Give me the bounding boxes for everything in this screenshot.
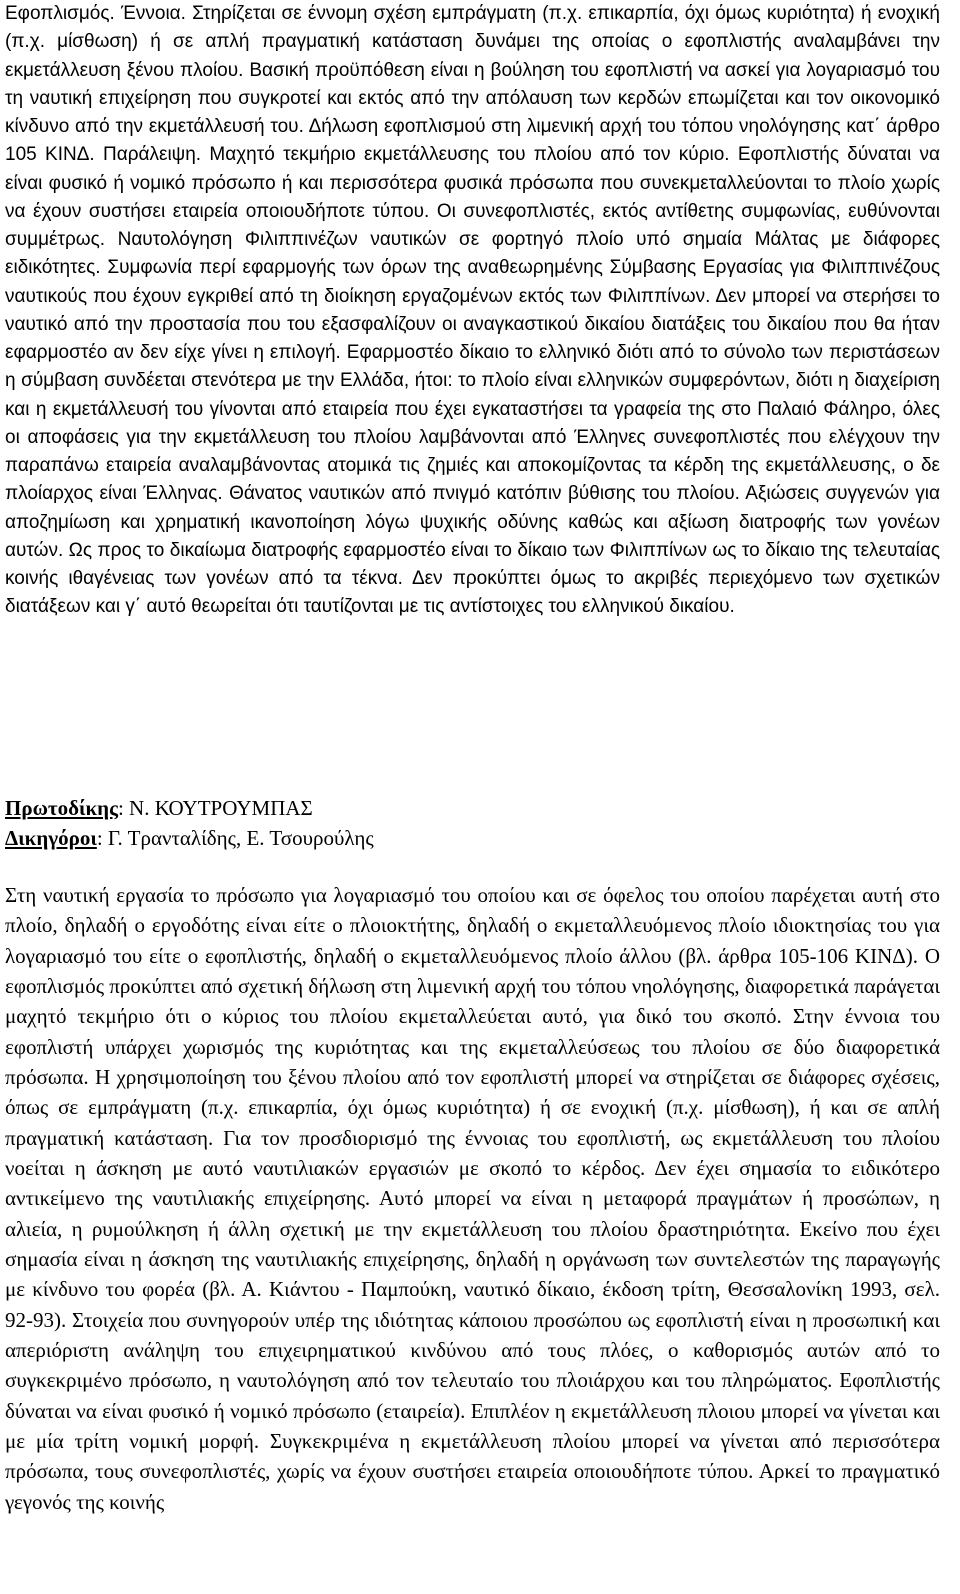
headnote-part-1: Εφοπλισμός. Έννοια. Στηρίζεται σε έννομη σχέση εμπράγματη (π.χ. επικαρπία, όχι όμως κυριότητα) ή ενοχική (π.χ. μίσθωση) ή σε απλή πραγματική κατάσταση δυνάμει της οποίας ο εφοπλιστής αναλαμβάνει την εκμετάλλευση ξένου πλοίου. Βασική προϋπόθεση είναι η βούληση του εφοπλιστή να ασκεί για λογαριασμό του τη ναυτική επιχείρηση που συγκροτεί και εκτός από την απόλαυση των κερδών επωμίζεται και τον οικονομικό κίνδυνο από την εκμετάλλευσή του. <box>5 3 940 137</box>
headnote-summary <box>5 0 940 622</box>
court-composition <box>5 793 940 853</box>
judge-line <box>5 793 940 823</box>
lawyers-role-label: Δικηγόροι <box>5 826 97 850</box>
lawyers-names: : Γ. Τρανταλίδης, Ε. Τσουρούλης <box>96 826 374 850</box>
judge-name: : Ν. ΚΟΥΤΡΟΥΜΠΑΣ <box>117 796 313 820</box>
decision-body-paragraph: Στη ναυτική εργασία το πρόσωπο για λογαριασμό του οποίου και σε όφελος του οποίου παρέχεται αυτή στο πλοίο, δηλαδή ο εργοδότης είναι είτε ο πλοιοκτήτης, δηλαδή ο εκμεταλλευόμενος πλοίο ιδιοκτησίας του για λογαριασμό του είτε ο εφοπλιστής, δηλαδή ο εκμεταλλευόμενος πλοίο άλλου (βλ. άρθρα 105-106 ΚΙΝΔ). Ο εφοπλισμός προκύπτει από σχετική δήλωση στη λιμενική αρχή του τόπου νηολόγησης, διαφορετικά παράγεται μαχητό τεκμήριο ότι ο κύριος του πλοίου εκμεταλλεύεται αυτό, για δικό του σκοπό. Στην έννοια του εφοπλιστή υπάρχει χωρισμός της κυριότητας και της εκμεταλλεύσεως του πλοίου σε δύο διαφορετικά πρόσωπα. Η χρησιμοποίηση του ξένου πλοίου από τον εφοπλιστή μπορεί να στηρίζεται σε διάφορες σχέσεις, όπως σε εμπράγματη (π.χ. επικαρπία, όχι όμως κυριότητα) ή σε ενοχική (π.χ. μίσθωση), ή και σε απλή πραγματική κατάσταση. Για τον προσδιορισμό της έννοιας του εφοπλιστή, ως εκμετάλλευση του πλοίου νοείται η άσκηση με αυτό ναυτιλιακών εργασιών με σκοπό το κέρδος. Δεν έχει σημασία το ειδικότερο αντικείμενο της ναυτιλιακής επιχείρησης. Αυτό μπορεί να είναι η μεταφορά πραγμάτων ή προσώπων, η αλιεία, η ρυμούλκηση ή άλλη σχετική με την εκμετάλλευση του πλοίου δραστηριότητα. Εκείνο που έχει σημασία είναι η άσκηση της ναυτιλιακής επιχείρησης, δηλαδή η οργάνωση των συντελεστών της παραγωγής με κίνδυνο του φορέα (βλ. Α. Κιάντου - Παμπούκη, ναυτικό δίκαιο, έκδοση τρίτη, Θεσσαλονίκη 1993, σελ. 92-93). Στοιχεία που συνηγορούν υπέρ της ιδιότητας κάποιου προσώπου ως εφοπλιστή είναι η προσωπική και απεριόριστη ανάληψη του επιχειρηματικού κινδύνου από τους πλόες, ο καθορισμός αυτών από το συγκεκριμένο πρόσωπο, η ναυτολόγηση από τον τελευταίο του πλοιάρχου και του πληρώματος. Εφοπλιστής δύναται να είναι φυσικό ή νομικό πρόσωπο (εταιρεία). Επιπλέον η εκμετάλλευση πλοιου μπορεί να γίνεται και με μία τρίτη νομική μορφή. Συγκεκριμένα η εκμετάλλευση πλοίου μπορεί να γίνεται από περισσότερα πρόσωπα, τους συνεφοπλιστές, χωρίς να έχουν συστήσει εταιρεία οποιουδήποτε τύπου. Αρκεί το πραγματικό γεγονός της κοινής <box>5 883 940 1514</box>
lawyers-line <box>5 823 940 853</box>
judge-role-label: Πρωτοδίκης <box>5 796 118 820</box>
headnote-part-2: Δήλωση εφοπλισμού στη λιμενική αρχή του τόπου νηολόγησης κατ΄ άρθρο 105 ΚΙΝΔ. Παράλειψη. Μαχητό τεκμήριο εκμετάλλευσης του πλοίου από τον κύριο. Εφοπλιστής δύναται να είναι φυσικό ή νομικό πρόσωπο ή και περισσότερα φυσικά πρόσωπα που συνεκμεταλλεύονται το πλοίο χωρίς να έχουν συστήσει εταιρεία οποιουδήποτε τύπου. Οι συνεφοπλιστές, εκτός αντίθετης συμφωνίας, ευθύνονται συμμέτρως. Ναυτολόγηση Φιλιππινέζων ναυτικών σε φορτηγό πλοίο υπό σημαία Μάλτας με διάφορες ειδικότητες. Συμφωνία περί εφαρμογής των όρων της αναθεωρημένης Σύμβασης Εργασίας για Φιλιππινέζους ναυτικούς που έχουν εγκριθεί από τη διοίκηση εργαζομένων εκτός των Φιλιππίνων. Δεν μπορεί να στερήσει το ναυτικό από την προστασία που του εξασφαλίζουν οι αναγκαστικού δικαίου διατάξεις του δικαίου που θα ήταν εφαρμοστέο αν δεν είχε γίνει η επιλογή. Εφαρμοστέο δίκαιο το ελληνικό διότι από το σύνολο των περιστάσεων η σύμβαση συνδέεται στενότερα με την Ελλάδα, ήτοι: το πλοίο είναι ελληνικών συμφερόντων, διότι η διαχείριση και η εκμετάλλευσή του γίνονται από εταιρεία που έχει εγκαταστήσει τα γραφεία της στο Παλαιό Φάληρο, όλες οι αποφάσεις για την εκμετάλλευση του πλοίου λαμβάνονται από Έλληνες συνεφοπλιστές που ελέγχουν την παραπάνω εταιρεία αναλαμβάνοντας ατομικά τις ζημιές και αποκομίζοντας τα κέρδη της εκμετάλλευσης, ο δε πλοίαρχος είναι Έλληνας. Θάνατος ναυτικών από πνιγμό κατόπιν βύθισης του πλοίου. Αξιώσεις συγγενών για αποζημίωση και χρηματική ικανοποίηση λόγω ψυχικής οδύνης καθώς και αξίωση διατροφής των γονέων αυτών. Ως προς το δικαίωμα διατροφής εφαρμοστέο είναι το δίκαιο των Φιλιππίνων ως το δίκαιο της τελευταίας κοινής ιθαγένειας των γονέων από τα τέκνα. Δεν προκύπτει όμως το ακριβές περιεχόμενο των σχετικών διατάξεων και γ΄ αυτό θεωρείται ότι ταυτίζονται με τις αντίστοιχες του ελληνικού δικαίου. <box>5 116 940 618</box>
